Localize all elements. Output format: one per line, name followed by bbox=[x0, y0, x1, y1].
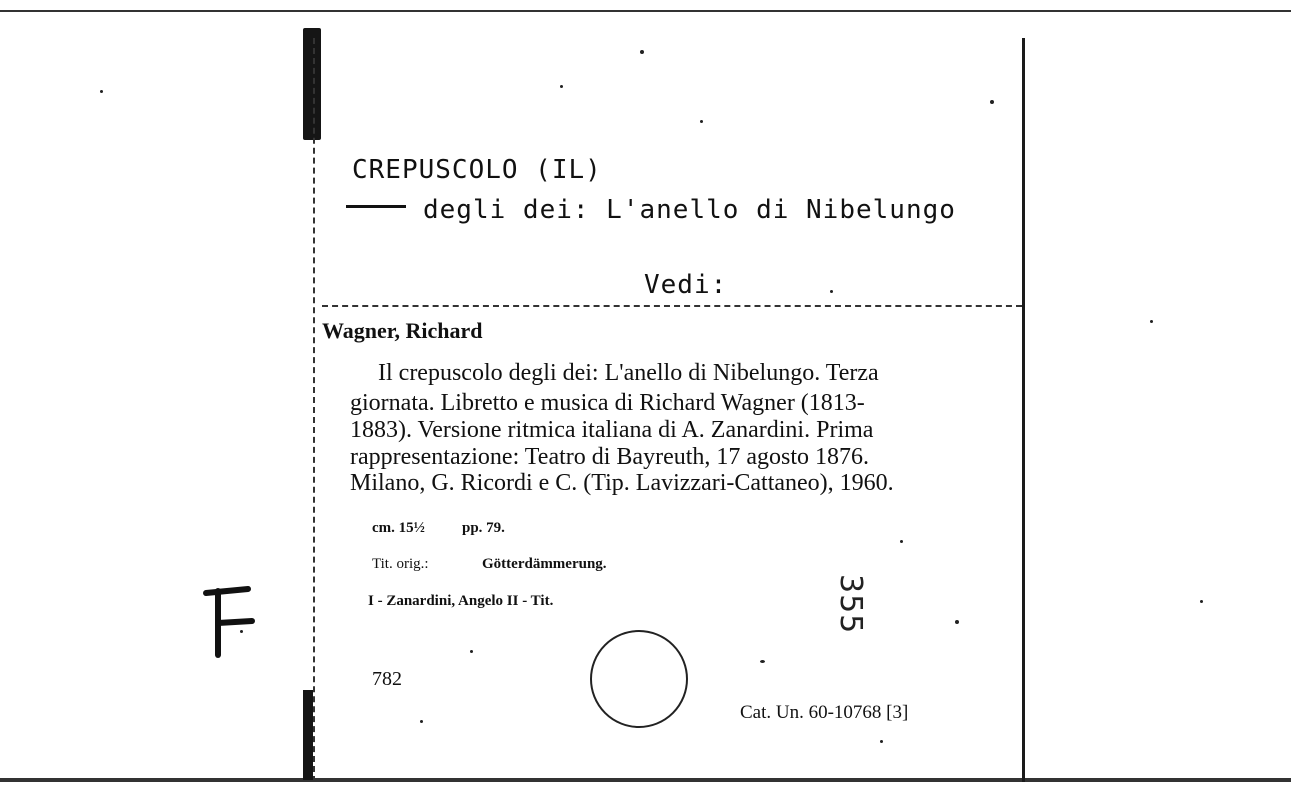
author-name: Wagner, Richard bbox=[322, 318, 483, 343]
see-reference: Vedi: bbox=[644, 270, 728, 300]
card-punch-hole bbox=[590, 630, 688, 728]
card-heading: CREPUSCOLO (IL) bbox=[352, 155, 602, 185]
collation-size: cm. 15½ bbox=[372, 520, 425, 536]
description-line-1: Il crepuscolo degli dei: L'anello di Nibelungo. Terza bbox=[378, 360, 879, 386]
original-title-value: Götterdämmerung. bbox=[482, 556, 607, 572]
description-line-2: giornata. Libretto e musica di Richard Wagner (1813- bbox=[350, 390, 865, 416]
card-divider bbox=[322, 305, 1022, 307]
original-title-label: Tit. orig.: bbox=[372, 556, 429, 572]
scanner-top-edge bbox=[0, 0, 1291, 12]
call-number: 782 bbox=[372, 668, 402, 690]
added-entries: I - Zanardini, Angelo II - Tit. bbox=[368, 593, 554, 609]
description-line-4: rappresentazione: Teatro di Bayreuth, 17 agosto 1876. bbox=[350, 444, 870, 470]
stamped-shelf-mark: 355 bbox=[833, 574, 868, 635]
card-subheading: degli dei: L'anello di Nibelungo bbox=[423, 195, 956, 225]
description-line-3: 1883). Versione ritmica italiana di A. Zanardini. Prima bbox=[350, 417, 874, 443]
handwritten-f-mark bbox=[200, 585, 260, 665]
description-line-5: Milano, G. Ricordi e C. (Tip. Lavizzari-Cattaneo), 1960. bbox=[350, 470, 894, 496]
card-tab-marker-bottom bbox=[303, 690, 313, 780]
collation-pages: pp. 79. bbox=[462, 520, 505, 536]
heading-repeat-dash bbox=[346, 205, 406, 208]
catalog-number: Cat. Un. 60-10768 [3] bbox=[740, 702, 909, 723]
